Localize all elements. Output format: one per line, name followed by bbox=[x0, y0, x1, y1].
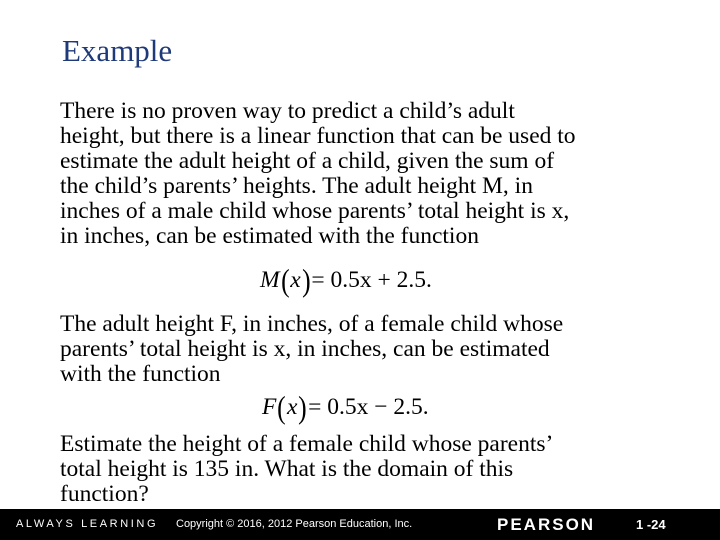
text-line: with the function bbox=[60, 361, 221, 387]
text-line: in inches, can be estimated with the function bbox=[60, 223, 479, 249]
slide-title: Example bbox=[62, 33, 173, 68]
equation-rhs: = 0.5x + 2.5. bbox=[311, 267, 432, 293]
equation-function-name: F bbox=[262, 394, 277, 420]
text-line: the child’s parents’ heights. The adult height M, in bbox=[60, 173, 533, 199]
pearson-logo: PEARSON bbox=[497, 515, 596, 534]
equation-rhs: = 0.5x − 2.5. bbox=[308, 394, 429, 420]
text-line: estimate the adult height of a child, given the sum of bbox=[60, 148, 555, 174]
paragraph-female bbox=[60, 312, 563, 387]
paragraph-intro bbox=[60, 99, 576, 249]
text-line: function? bbox=[60, 481, 149, 507]
paragraph-question bbox=[60, 432, 553, 507]
equation-female: F(x)= 0.5x − 2.5. bbox=[262, 389, 429, 425]
text-line: The adult height F, in inches, of a female child whose bbox=[60, 311, 564, 337]
footer-copyright: Copyright © 2016, 2012 Pearson Education, Inc. bbox=[176, 518, 413, 530]
text-line: height, but there is a linear function that can be used to bbox=[60, 123, 576, 149]
equation-male: M(x)= 0.5x + 2.5. bbox=[260, 262, 432, 298]
footer-bar bbox=[0, 509, 720, 540]
slide-number: 1 -24 bbox=[636, 517, 666, 532]
equation-function-name: M bbox=[260, 267, 280, 293]
text-line: total height is 135 in. What is the domain of this bbox=[60, 456, 514, 482]
equation-variable: x bbox=[287, 394, 298, 420]
text-line: parents’ total height is x, in inches, can be estimated bbox=[60, 336, 550, 362]
equation-variable: x bbox=[290, 267, 301, 293]
text-line: inches of a male child whose parents’ total height is x, bbox=[60, 198, 570, 224]
text-line: There is no proven way to predict a child’s adult bbox=[60, 98, 515, 124]
text-line: Estimate the height of a female child whose parents’ bbox=[60, 431, 554, 457]
footer-tagline: ALWAYS LEARNING bbox=[16, 518, 159, 530]
